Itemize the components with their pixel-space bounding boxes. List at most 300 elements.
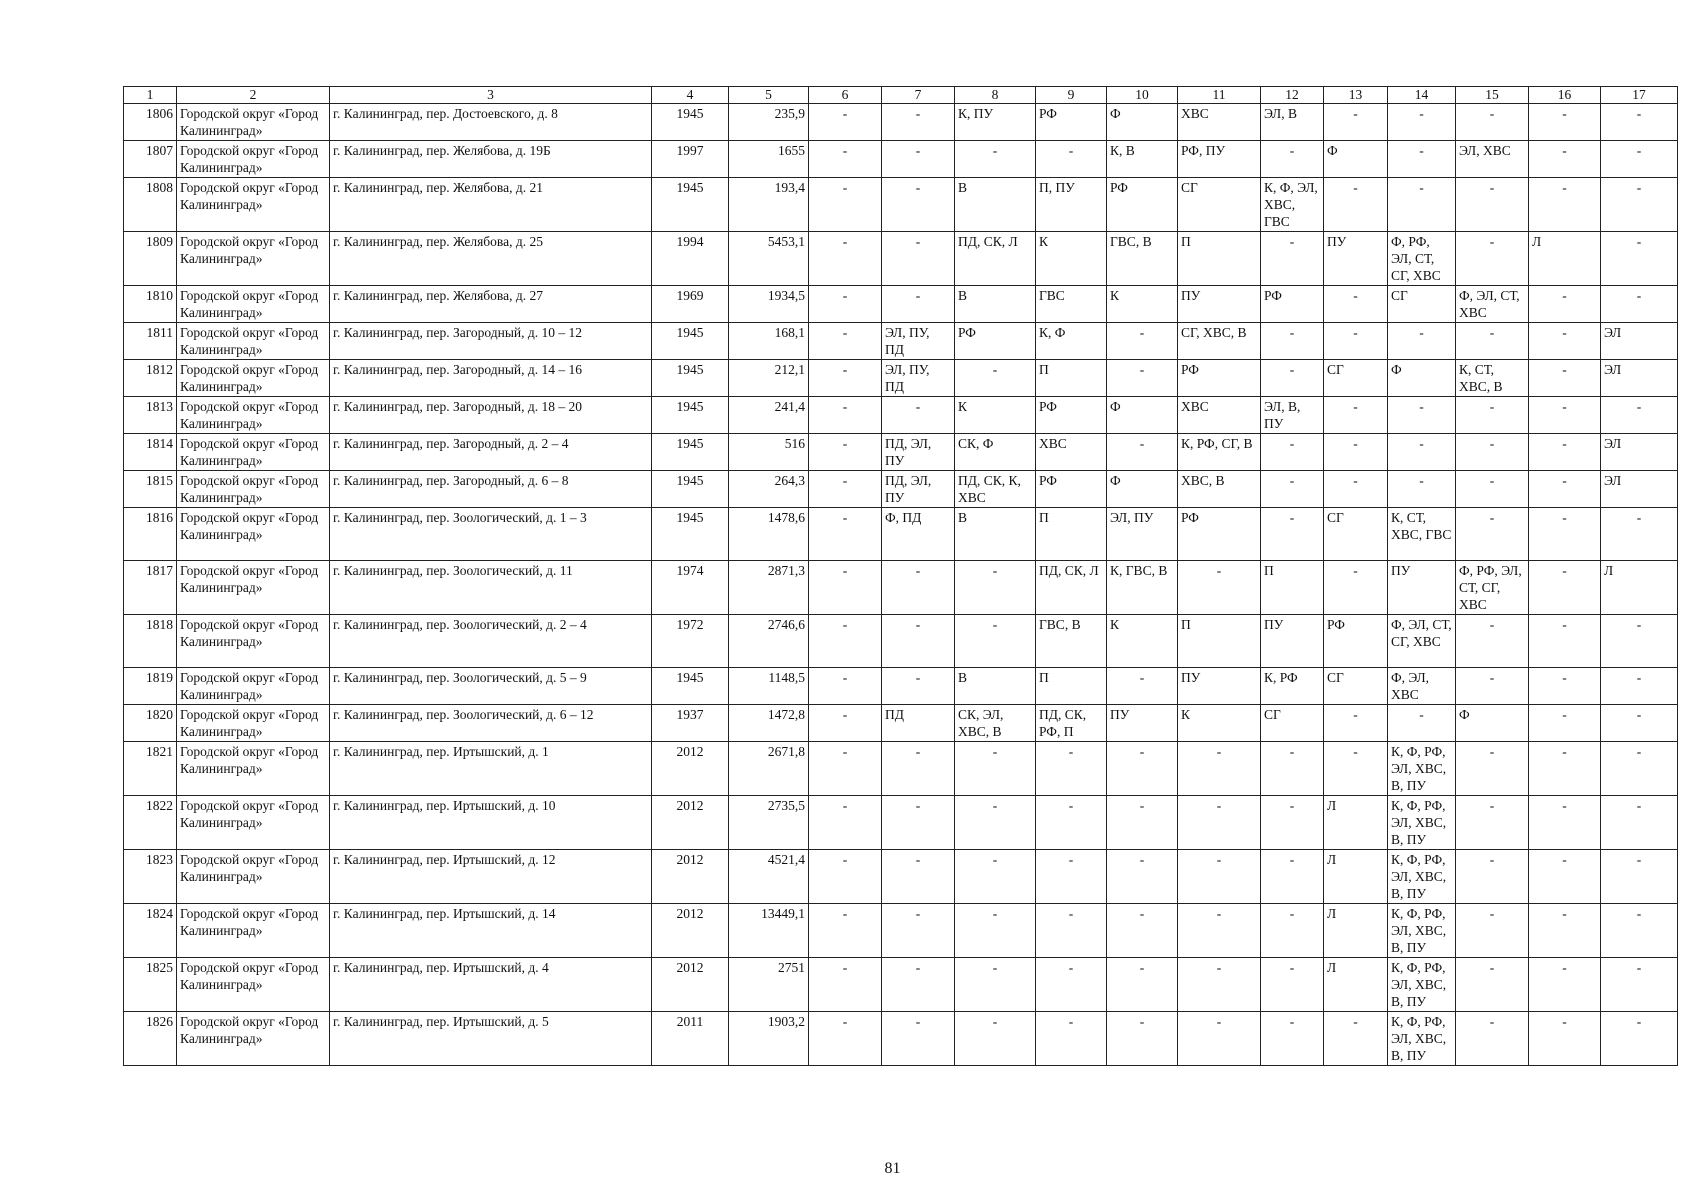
table-row: [124, 104, 1678, 141]
col-8-cell: В: [955, 668, 1036, 705]
row-number: 1809: [124, 232, 177, 286]
year-cell: 1945: [652, 104, 729, 141]
row-number: 1811: [124, 323, 177, 360]
col-10-cell: К, ГВС, В: [1107, 561, 1178, 615]
year-cell: 1997: [652, 141, 729, 178]
col-16-cell: -: [1529, 742, 1601, 796]
area-cell: 241,4: [729, 397, 809, 434]
col-13-cell: Л: [1324, 904, 1388, 958]
col-6-cell: -: [809, 471, 882, 508]
col-6-cell: -: [809, 742, 882, 796]
column-number-16: 16: [1529, 87, 1601, 104]
row-number: 1819: [124, 668, 177, 705]
col-15-cell: -: [1456, 508, 1529, 561]
column-number-7: 7: [882, 87, 955, 104]
col-7-cell: -: [882, 904, 955, 958]
row-number: 1820: [124, 705, 177, 742]
row-number: 1814: [124, 434, 177, 471]
col-11-cell: ХВС, В: [1178, 471, 1261, 508]
area-cell: 1478,6: [729, 508, 809, 561]
col-16-cell: -: [1529, 471, 1601, 508]
col-11-cell: -: [1178, 796, 1261, 850]
col-6-cell: -: [809, 141, 882, 178]
col-16-cell: -: [1529, 508, 1601, 561]
col-12-cell: -: [1261, 742, 1324, 796]
area-cell: 4521,4: [729, 850, 809, 904]
municipality-cell: Городской округ «Город Калининград»: [177, 850, 330, 904]
address-cell: г. Калининград, пер. Иртышский, д. 4: [330, 958, 652, 1012]
col-17-cell: -: [1601, 615, 1678, 668]
col-14-cell: ПУ: [1388, 561, 1456, 615]
table-row: [124, 286, 1678, 323]
col-16-cell: -: [1529, 668, 1601, 705]
year-cell: 2012: [652, 742, 729, 796]
row-number: 1815: [124, 471, 177, 508]
col-10-cell: -: [1107, 668, 1178, 705]
col-12-cell: -: [1261, 508, 1324, 561]
col-8-cell: СК, Ф: [955, 434, 1036, 471]
municipality-cell: Городской округ «Город Калининград»: [177, 796, 330, 850]
col-13-cell: СГ: [1324, 668, 1388, 705]
col-14-cell: Ф, ЭЛ, СТ, СГ, ХВС: [1388, 615, 1456, 668]
col-14-cell: К, Ф, РФ, ЭЛ, ХВС, В, ПУ: [1388, 904, 1456, 958]
col-8-cell: -: [955, 958, 1036, 1012]
col-7-cell: -: [882, 232, 955, 286]
col-6-cell: -: [809, 561, 882, 615]
address-cell: г. Калининград, пер. Достоевского, д. 8: [330, 104, 652, 141]
municipality-cell: Городской округ «Город Калининград»: [177, 561, 330, 615]
col-13-cell: -: [1324, 104, 1388, 141]
col-12-cell: -: [1261, 850, 1324, 904]
col-8-cell: ПД, СК, Л: [955, 232, 1036, 286]
col-8-cell: СК, ЭЛ, ХВС, В: [955, 705, 1036, 742]
municipality-cell: Городской округ «Город Калининград»: [177, 904, 330, 958]
col-7-cell: -: [882, 104, 955, 141]
col-17-cell: -: [1601, 286, 1678, 323]
col-15-cell: -: [1456, 1012, 1529, 1066]
col-12-cell: -: [1261, 1012, 1324, 1066]
column-number-15: 15: [1456, 87, 1529, 104]
row-number: 1824: [124, 904, 177, 958]
area-cell: 5453,1: [729, 232, 809, 286]
col-8-cell: -: [955, 742, 1036, 796]
col-9-cell: -: [1036, 742, 1107, 796]
address-cell: г. Калининград, пер. Зоологический, д. 1 – 3: [330, 508, 652, 561]
municipality-cell: Городской округ «Город Калининград»: [177, 178, 330, 232]
table-row: [124, 178, 1678, 232]
col-7-cell: -: [882, 850, 955, 904]
col-10-cell: Ф: [1107, 471, 1178, 508]
column-number-12: 12: [1261, 87, 1324, 104]
municipality-cell: Городской округ «Город Калининград»: [177, 434, 330, 471]
col-9-cell: РФ: [1036, 397, 1107, 434]
row-number: 1822: [124, 796, 177, 850]
col-10-cell: Ф: [1107, 397, 1178, 434]
column-number-2: 2: [177, 87, 330, 104]
col-12-cell: -: [1261, 471, 1324, 508]
col-7-cell: ЭЛ, ПУ, ПД: [882, 360, 955, 397]
column-number-17: 17: [1601, 87, 1678, 104]
column-number-4: 4: [652, 87, 729, 104]
year-cell: 2012: [652, 850, 729, 904]
col-8-cell: -: [955, 850, 1036, 904]
col-6-cell: -: [809, 850, 882, 904]
area-cell: 212,1: [729, 360, 809, 397]
address-cell: г. Калининград, пер. Загородный, д. 18 – 20: [330, 397, 652, 434]
col-9-cell: -: [1036, 141, 1107, 178]
col-6-cell: -: [809, 434, 882, 471]
address-cell: г. Калининград, пер. Зоологический, д. 6 – 12: [330, 705, 652, 742]
address-cell: г. Калининград, пер. Зоологический, д. 2 – 4: [330, 615, 652, 668]
col-10-cell: РФ: [1107, 178, 1178, 232]
col-11-cell: -: [1178, 904, 1261, 958]
col-15-cell: -: [1456, 796, 1529, 850]
year-cell: 1937: [652, 705, 729, 742]
area-cell: 1148,5: [729, 668, 809, 705]
address-cell: г. Калининград, пер. Зоологический, д. 11: [330, 561, 652, 615]
area-cell: 13449,1: [729, 904, 809, 958]
col-17-cell: -: [1601, 850, 1678, 904]
col-17-cell: ЭЛ: [1601, 360, 1678, 397]
col-13-cell: Л: [1324, 850, 1388, 904]
col-12-cell: СГ: [1261, 705, 1324, 742]
table-row: [124, 434, 1678, 471]
year-cell: 1974: [652, 561, 729, 615]
col-16-cell: -: [1529, 397, 1601, 434]
col-13-cell: Л: [1324, 958, 1388, 1012]
col-6-cell: -: [809, 705, 882, 742]
col-12-cell: -: [1261, 958, 1324, 1012]
table-row: [124, 904, 1678, 958]
col-10-cell: ЭЛ, ПУ: [1107, 508, 1178, 561]
column-number-8: 8: [955, 87, 1036, 104]
col-14-cell: К, Ф, РФ, ЭЛ, ХВС, В, ПУ: [1388, 850, 1456, 904]
table-row: [124, 141, 1678, 178]
col-6-cell: -: [809, 360, 882, 397]
municipality-cell: Городской округ «Город Калининград»: [177, 615, 330, 668]
col-13-cell: -: [1324, 323, 1388, 360]
col-10-cell: К: [1107, 615, 1178, 668]
col-15-cell: -: [1456, 958, 1529, 1012]
municipality-cell: Городской округ «Город Калининград»: [177, 323, 330, 360]
col-9-cell: П, ПУ: [1036, 178, 1107, 232]
area-cell: 2746,6: [729, 615, 809, 668]
year-cell: 1969: [652, 286, 729, 323]
col-17-cell: -: [1601, 1012, 1678, 1066]
col-6-cell: -: [809, 323, 882, 360]
col-11-cell: П: [1178, 615, 1261, 668]
address-cell: г. Калининград, пер. Загородный, д. 10 – 12: [330, 323, 652, 360]
col-17-cell: -: [1601, 508, 1678, 561]
col-14-cell: -: [1388, 471, 1456, 508]
municipality-cell: Городской округ «Город Калининград»: [177, 471, 330, 508]
col-13-cell: -: [1324, 434, 1388, 471]
col-6-cell: -: [809, 615, 882, 668]
col-10-cell: ГВС, В: [1107, 232, 1178, 286]
col-14-cell: -: [1388, 323, 1456, 360]
municipality-cell: Городской округ «Город Калининград»: [177, 958, 330, 1012]
col-13-cell: ПУ: [1324, 232, 1388, 286]
col-11-cell: РФ: [1178, 508, 1261, 561]
year-cell: 2012: [652, 958, 729, 1012]
col-16-cell: -: [1529, 705, 1601, 742]
municipality-cell: Городской округ «Город Калининград»: [177, 141, 330, 178]
col-12-cell: РФ: [1261, 286, 1324, 323]
col-7-cell: -: [882, 742, 955, 796]
col-8-cell: РФ: [955, 323, 1036, 360]
table-row: [124, 796, 1678, 850]
row-number: 1826: [124, 1012, 177, 1066]
col-13-cell: -: [1324, 397, 1388, 434]
address-cell: г. Калининград, пер. Загородный, д. 2 – 4: [330, 434, 652, 471]
col-6-cell: -: [809, 104, 882, 141]
col-11-cell: ПУ: [1178, 286, 1261, 323]
col-9-cell: РФ: [1036, 471, 1107, 508]
col-9-cell: К, Ф: [1036, 323, 1107, 360]
col-8-cell: ПД, СК, К, ХВС: [955, 471, 1036, 508]
col-17-cell: -: [1601, 397, 1678, 434]
year-cell: 1945: [652, 360, 729, 397]
table-row: [124, 397, 1678, 434]
col-6-cell: -: [809, 397, 882, 434]
col-11-cell: -: [1178, 561, 1261, 615]
column-number-11: 11: [1178, 87, 1261, 104]
col-6-cell: -: [809, 232, 882, 286]
col-17-cell: Л: [1601, 561, 1678, 615]
col-6-cell: -: [809, 796, 882, 850]
col-7-cell: -: [882, 796, 955, 850]
col-17-cell: -: [1601, 904, 1678, 958]
year-cell: 1972: [652, 615, 729, 668]
col-8-cell: -: [955, 141, 1036, 178]
table-row: [124, 508, 1678, 561]
col-17-cell: -: [1601, 141, 1678, 178]
col-8-cell: -: [955, 1012, 1036, 1066]
col-10-cell: -: [1107, 850, 1178, 904]
table-row: [124, 615, 1678, 668]
col-9-cell: ХВС: [1036, 434, 1107, 471]
municipality-cell: Городской округ «Город Калининград»: [177, 397, 330, 434]
col-10-cell: -: [1107, 904, 1178, 958]
column-number-5: 5: [729, 87, 809, 104]
col-8-cell: -: [955, 904, 1036, 958]
area-cell: 193,4: [729, 178, 809, 232]
address-cell: г. Калининград, пер. Желябова, д. 25: [330, 232, 652, 286]
col-10-cell: ПУ: [1107, 705, 1178, 742]
column-number-1: 1: [124, 87, 177, 104]
col-17-cell: ЭЛ: [1601, 471, 1678, 508]
col-12-cell: -: [1261, 360, 1324, 397]
col-17-cell: -: [1601, 796, 1678, 850]
col-11-cell: -: [1178, 958, 1261, 1012]
municipality-cell: Городской округ «Город Калининград»: [177, 232, 330, 286]
col-12-cell: -: [1261, 796, 1324, 850]
address-cell: г. Калининград, пер. Загородный, д. 6 – 8: [330, 471, 652, 508]
col-14-cell: СГ: [1388, 286, 1456, 323]
area-cell: 235,9: [729, 104, 809, 141]
col-15-cell: -: [1456, 904, 1529, 958]
table-row: [124, 705, 1678, 742]
col-16-cell: -: [1529, 104, 1601, 141]
address-cell: г. Калининград, пер. Иртышский, д. 5: [330, 1012, 652, 1066]
area-cell: 1472,8: [729, 705, 809, 742]
year-cell: 2012: [652, 796, 729, 850]
area-cell: 1655: [729, 141, 809, 178]
area-cell: 516: [729, 434, 809, 471]
col-13-cell: -: [1324, 1012, 1388, 1066]
col-6-cell: -: [809, 904, 882, 958]
col-6-cell: -: [809, 508, 882, 561]
col-17-cell: -: [1601, 705, 1678, 742]
col-13-cell: СГ: [1324, 360, 1388, 397]
col-13-cell: СГ: [1324, 508, 1388, 561]
col-11-cell: К: [1178, 705, 1261, 742]
area-cell: 264,3: [729, 471, 809, 508]
col-17-cell: -: [1601, 178, 1678, 232]
col-9-cell: РФ: [1036, 104, 1107, 141]
table-row: [124, 323, 1678, 360]
col-14-cell: К, Ф, РФ, ЭЛ, ХВС, В, ПУ: [1388, 742, 1456, 796]
year-cell: 2011: [652, 1012, 729, 1066]
col-14-cell: К, Ф, РФ, ЭЛ, ХВС, В, ПУ: [1388, 958, 1456, 1012]
address-cell: г. Калининград, пер. Желябова, д. 27: [330, 286, 652, 323]
col-7-cell: -: [882, 668, 955, 705]
year-cell: 1994: [652, 232, 729, 286]
col-13-cell: -: [1324, 561, 1388, 615]
year-cell: 1945: [652, 397, 729, 434]
col-12-cell: ЭЛ, В: [1261, 104, 1324, 141]
col-14-cell: -: [1388, 434, 1456, 471]
address-cell: г. Калининград, пер. Иртышский, д. 12: [330, 850, 652, 904]
col-13-cell: -: [1324, 178, 1388, 232]
col-7-cell: -: [882, 286, 955, 323]
column-number-14: 14: [1388, 87, 1456, 104]
col-12-cell: П: [1261, 561, 1324, 615]
municipality-cell: Городской округ «Город Калининград»: [177, 742, 330, 796]
col-13-cell: -: [1324, 705, 1388, 742]
table-row: [124, 742, 1678, 796]
municipality-cell: Городской округ «Город Калининград»: [177, 360, 330, 397]
col-11-cell: ПУ: [1178, 668, 1261, 705]
col-17-cell: -: [1601, 668, 1678, 705]
col-11-cell: ХВС: [1178, 104, 1261, 141]
col-7-cell: ПД: [882, 705, 955, 742]
address-cell: г. Калининград, пер. Желябова, д. 19Б: [330, 141, 652, 178]
col-7-cell: -: [882, 1012, 955, 1066]
table-row: [124, 471, 1678, 508]
col-12-cell: -: [1261, 141, 1324, 178]
col-12-cell: -: [1261, 323, 1324, 360]
col-14-cell: Ф, РФ, ЭЛ, СТ, СГ, ХВС: [1388, 232, 1456, 286]
row-number: 1816: [124, 508, 177, 561]
col-14-cell: К, СТ, ХВС, ГВС: [1388, 508, 1456, 561]
year-cell: 1945: [652, 471, 729, 508]
col-9-cell: ПД, СК, РФ, П: [1036, 705, 1107, 742]
col-10-cell: К, В: [1107, 141, 1178, 178]
col-10-cell: -: [1107, 1012, 1178, 1066]
municipality-cell: Городской округ «Город Калининград»: [177, 668, 330, 705]
address-cell: г. Калининград, пер. Иртышский, д. 14: [330, 904, 652, 958]
col-9-cell: П: [1036, 508, 1107, 561]
col-13-cell: РФ: [1324, 615, 1388, 668]
table-row: [124, 232, 1678, 286]
row-number: 1808: [124, 178, 177, 232]
municipality-cell: Городской округ «Город Калининград»: [177, 705, 330, 742]
row-number: 1823: [124, 850, 177, 904]
col-13-cell: -: [1324, 471, 1388, 508]
col-10-cell: -: [1107, 742, 1178, 796]
year-cell: 1945: [652, 178, 729, 232]
col-15-cell: Ф, РФ, ЭЛ, СТ, СГ, ХВС: [1456, 561, 1529, 615]
col-17-cell: -: [1601, 958, 1678, 1012]
col-8-cell: -: [955, 561, 1036, 615]
col-15-cell: Ф, ЭЛ, СТ, ХВС: [1456, 286, 1529, 323]
col-15-cell: -: [1456, 323, 1529, 360]
col-15-cell: -: [1456, 232, 1529, 286]
row-number: 1807: [124, 141, 177, 178]
col-14-cell: Ф, ЭЛ, ХВС: [1388, 668, 1456, 705]
col-7-cell: -: [882, 178, 955, 232]
col-15-cell: -: [1456, 104, 1529, 141]
col-9-cell: -: [1036, 850, 1107, 904]
col-8-cell: -: [955, 615, 1036, 668]
col-12-cell: К, РФ: [1261, 668, 1324, 705]
col-16-cell: -: [1529, 796, 1601, 850]
col-16-cell: -: [1529, 323, 1601, 360]
col-15-cell: -: [1456, 471, 1529, 508]
row-number: 1825: [124, 958, 177, 1012]
col-9-cell: К: [1036, 232, 1107, 286]
row-number: 1813: [124, 397, 177, 434]
col-17-cell: -: [1601, 232, 1678, 286]
col-6-cell: -: [809, 178, 882, 232]
col-14-cell: -: [1388, 141, 1456, 178]
col-9-cell: -: [1036, 904, 1107, 958]
col-7-cell: -: [882, 615, 955, 668]
row-number: 1818: [124, 615, 177, 668]
col-12-cell: -: [1261, 434, 1324, 471]
municipality-cell: Городской округ «Город Калининград»: [177, 508, 330, 561]
area-cell: 2751: [729, 958, 809, 1012]
col-14-cell: Ф: [1388, 360, 1456, 397]
col-6-cell: -: [809, 958, 882, 1012]
table-row: [124, 668, 1678, 705]
col-8-cell: В: [955, 286, 1036, 323]
col-15-cell: К, СТ, ХВС, В: [1456, 360, 1529, 397]
col-9-cell: ГВС: [1036, 286, 1107, 323]
col-7-cell: ПД, ЭЛ, ПУ: [882, 471, 955, 508]
col-11-cell: РФ: [1178, 360, 1261, 397]
col-11-cell: К, РФ, СГ, В: [1178, 434, 1261, 471]
col-10-cell: -: [1107, 796, 1178, 850]
row-number: 1806: [124, 104, 177, 141]
area-cell: 168,1: [729, 323, 809, 360]
col-11-cell: -: [1178, 742, 1261, 796]
col-16-cell: -: [1529, 850, 1601, 904]
col-7-cell: ПД, ЭЛ, ПУ: [882, 434, 955, 471]
table-row: [124, 360, 1678, 397]
column-number-9: 9: [1036, 87, 1107, 104]
col-16-cell: -: [1529, 286, 1601, 323]
col-12-cell: -: [1261, 904, 1324, 958]
col-14-cell: К, Ф, РФ, ЭЛ, ХВС, В, ПУ: [1388, 1012, 1456, 1066]
col-9-cell: -: [1036, 1012, 1107, 1066]
year-cell: 1945: [652, 434, 729, 471]
col-8-cell: К, ПУ: [955, 104, 1036, 141]
col-15-cell: Ф: [1456, 705, 1529, 742]
col-9-cell: -: [1036, 796, 1107, 850]
col-14-cell: -: [1388, 705, 1456, 742]
